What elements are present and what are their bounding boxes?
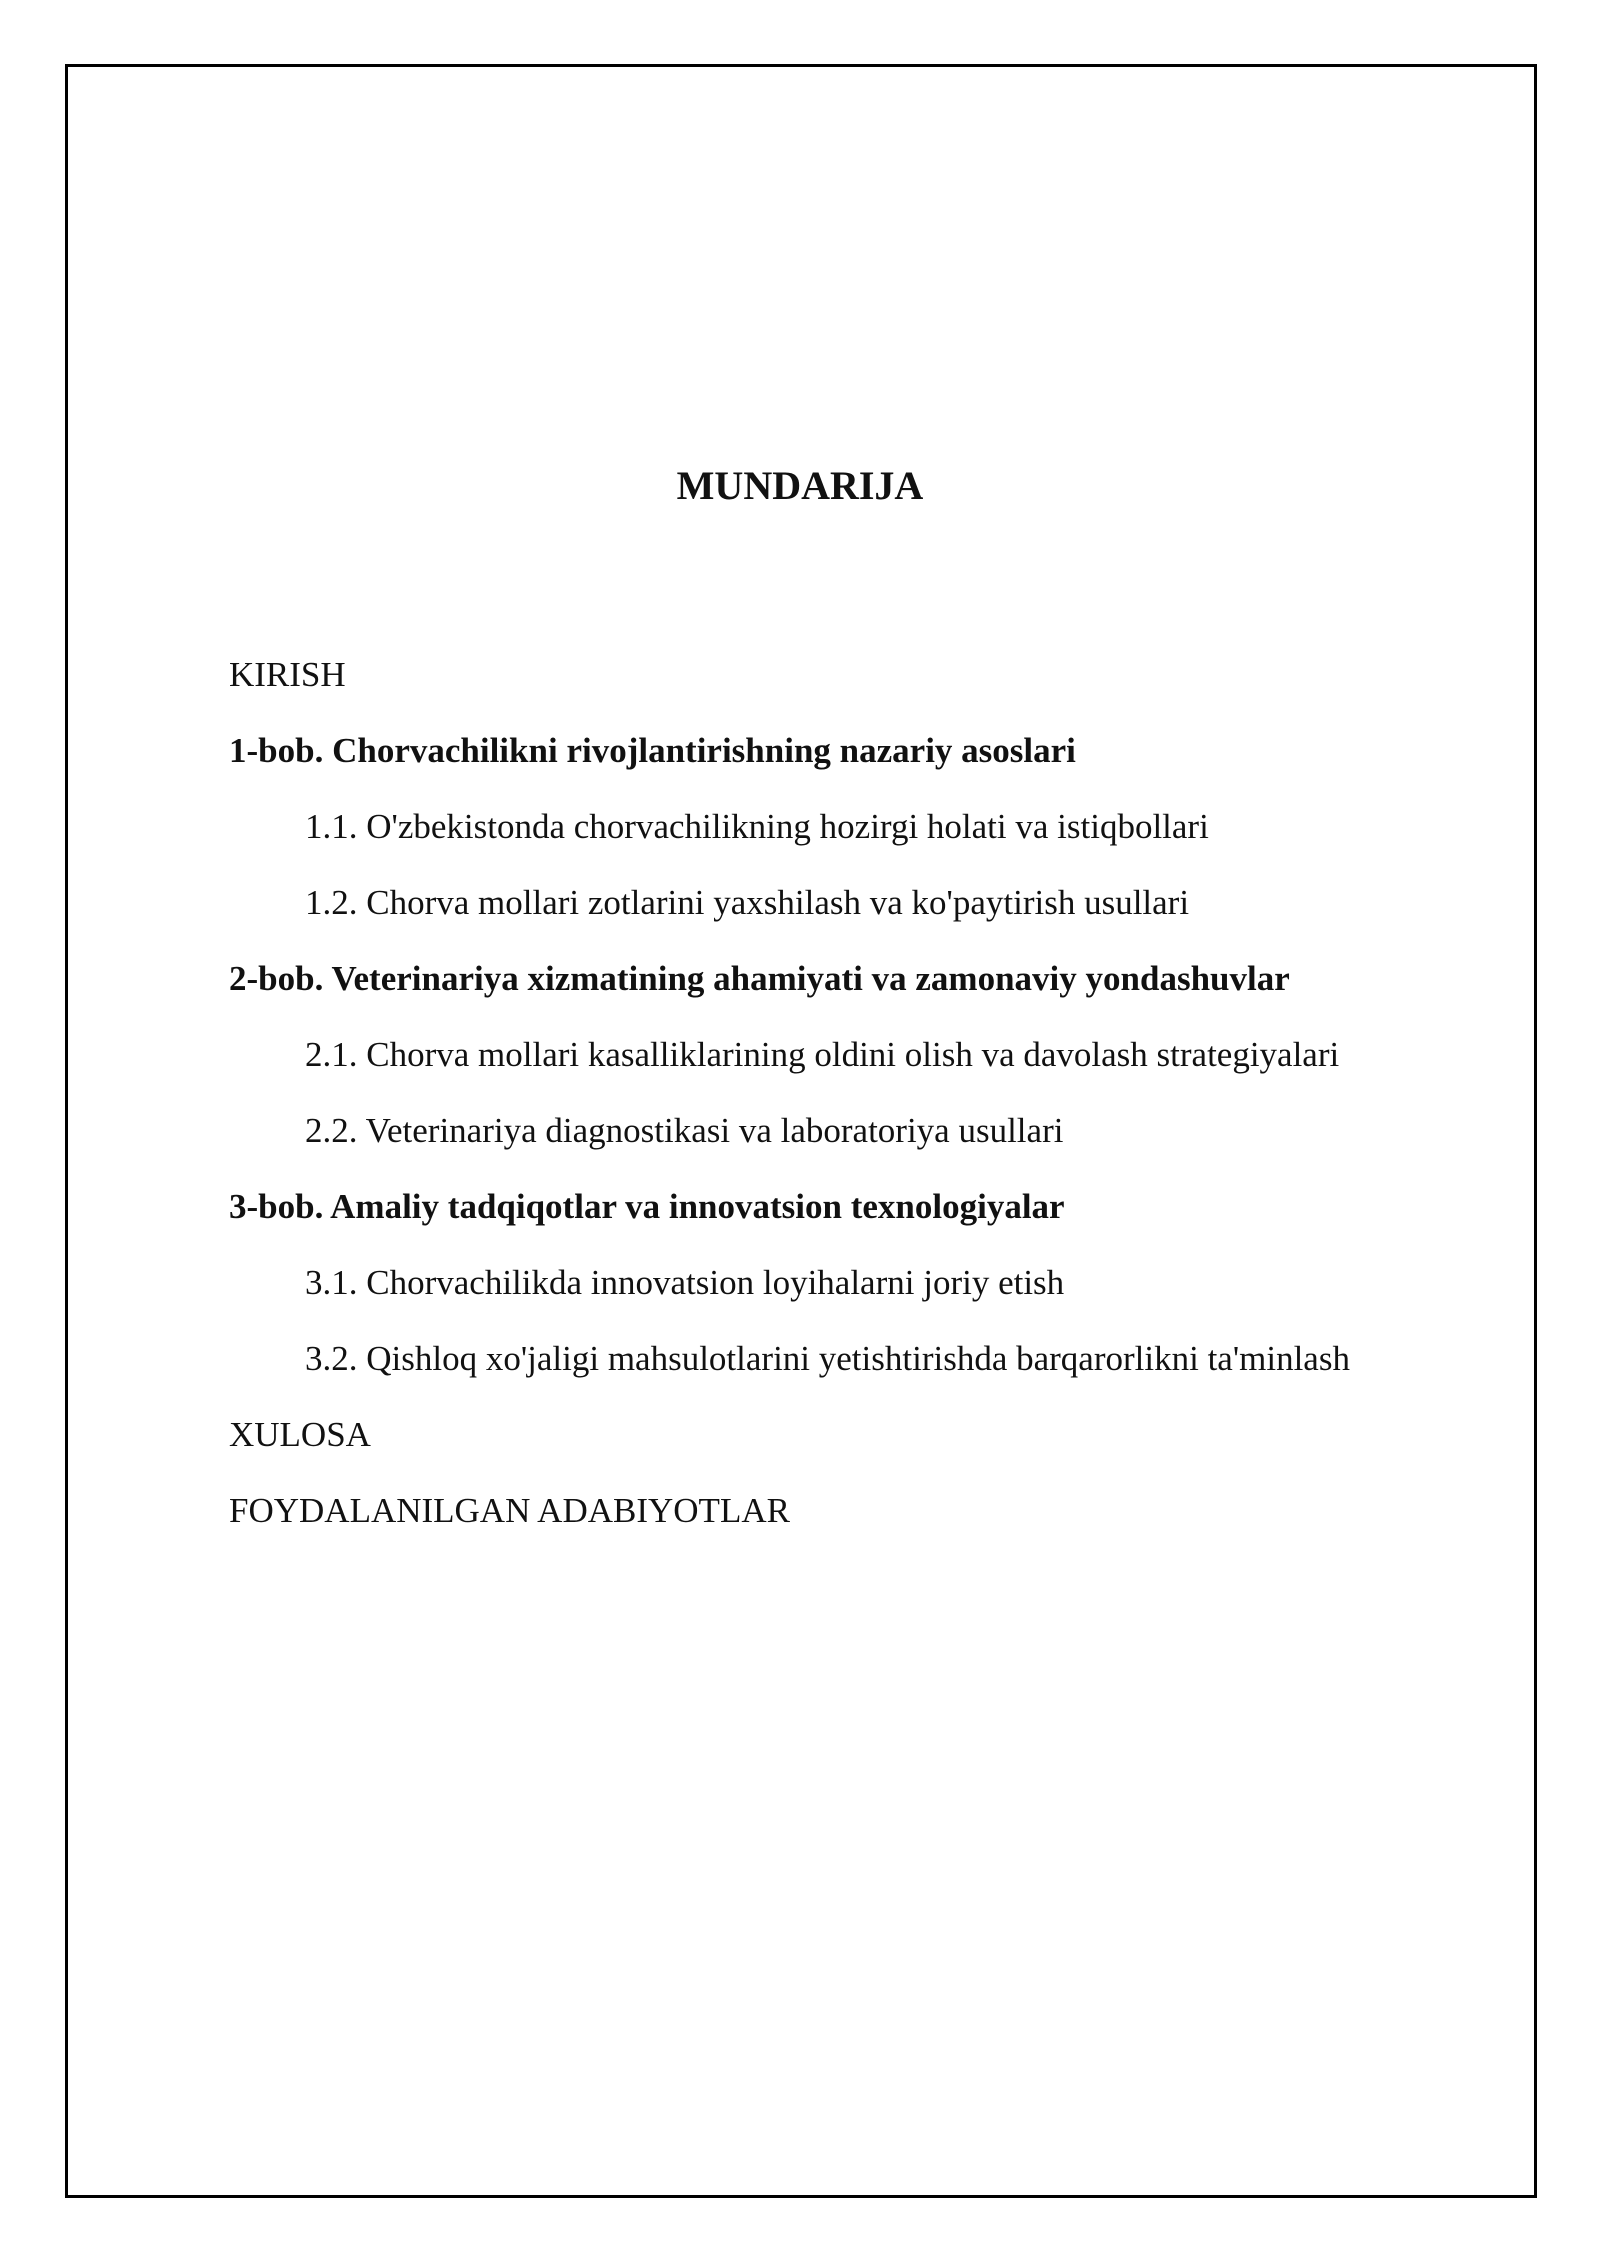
toc-section-1-1: 1.1. O'zbekistonda chorvachilikning hozirgi holati va istiqbollari <box>305 807 1209 846</box>
toc-entry-conclusion: XULOSA <box>229 1415 371 1454</box>
page-title: MUNDARIJA <box>676 463 924 508</box>
toc-entry-introduction: KIRISH <box>229 655 346 694</box>
toc-chapter-1: 1-bob. Chorvachilikni rivojlantirishning nazariy asoslari <box>229 731 1076 770</box>
toc-chapter-3: 3-bob. Amaliy tadqiqotlar va innovatsion texnologiyalar <box>229 1187 1065 1226</box>
toc-entry-references: FOYDALANILGAN ADABIYOTLAR <box>229 1491 790 1530</box>
toc-section-2-2: 2.2. Veterinariya diagnostikasi va laboratoriya usullari <box>305 1111 1064 1150</box>
toc-chapter-2: 2-bob. Veterinariya xizmatining ahamiyati va zamonaviy yondashuvlar <box>229 959 1290 998</box>
table-of-contents <box>229 637 1479 1549</box>
toc-section-1-2: 1.2. Chorva mollari zotlarini yaxshilash va ko'paytirish usullari <box>305 883 1190 922</box>
toc-section-3-2: 3.2. Qishloq xo'jaligi mahsulotlarini yetishtirishda barqarorlikni ta'minlash <box>305 1339 1350 1378</box>
toc-section-2-1: 2.1. Chorva mollari kasalliklarining oldini olish va davolash strategiyalari <box>305 1035 1340 1074</box>
toc-section-3-1: 3.1. Chorvachilikda innovatsion loyihalarni joriy etish <box>305 1263 1065 1302</box>
